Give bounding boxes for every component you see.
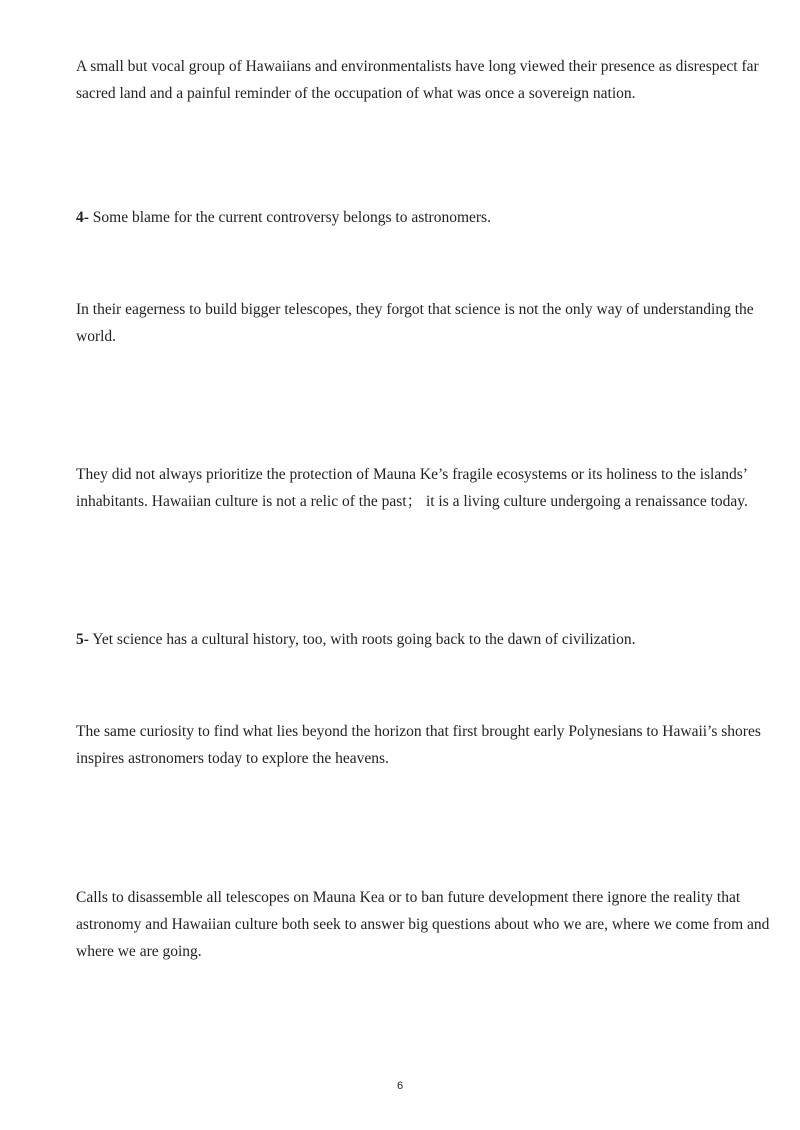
paragraph-curiosity (76, 718, 776, 772)
page-number: 6 (396, 1080, 404, 1092)
paragraph-text: A small but vocal group of Hawaiians and environmentalists have long viewed their presence as disrespect far sacred land and a painful reminder of the occupation of what was once a sovereign nation. (76, 58, 759, 102)
paragraph-number: 4- (76, 209, 89, 226)
paragraph-ecosystems (76, 461, 781, 515)
paragraph-text: Calls to disassemble all telescopes on Mauna Kea or to ban future development there ignore the reality that astronomy and Hawaiian culture both seek to answer big questions about who we are, where we come from and where we are going. (76, 889, 770, 960)
paragraph-protest-context (76, 53, 776, 107)
paragraph-text: Some blame for the current controversy belongs to astronomers. (88, 209, 491, 226)
paragraph-section-4-heading (76, 204, 776, 231)
paragraph-eagerness (76, 296, 776, 350)
paragraph-section-5-heading (76, 626, 776, 653)
paragraph-text: The same curiosity to find what lies beyond the horizon that first brought early Polynesians to Hawaii’s shores inspires astronomers today to explore the heavens. (76, 723, 761, 767)
paragraph-text: Yet science has a cultural history, too, with roots going back to the dawn of civilization. (88, 631, 636, 648)
paragraph-number: 5- (76, 631, 89, 648)
paragraph-text: In their eagerness to build bigger telescopes, they forgot that science is not the only way of understanding the world. (76, 301, 754, 345)
paragraph-calls-to-disassemble (76, 884, 776, 965)
paragraph-text: They did not always prioritize the protection of Mauna Ke’s fragile ecosystems or its holiness to the islands’ inhabitants. Hawaiian culture is not a relic of the past； it is a living culture undergoing a renaissance today. (76, 466, 748, 510)
